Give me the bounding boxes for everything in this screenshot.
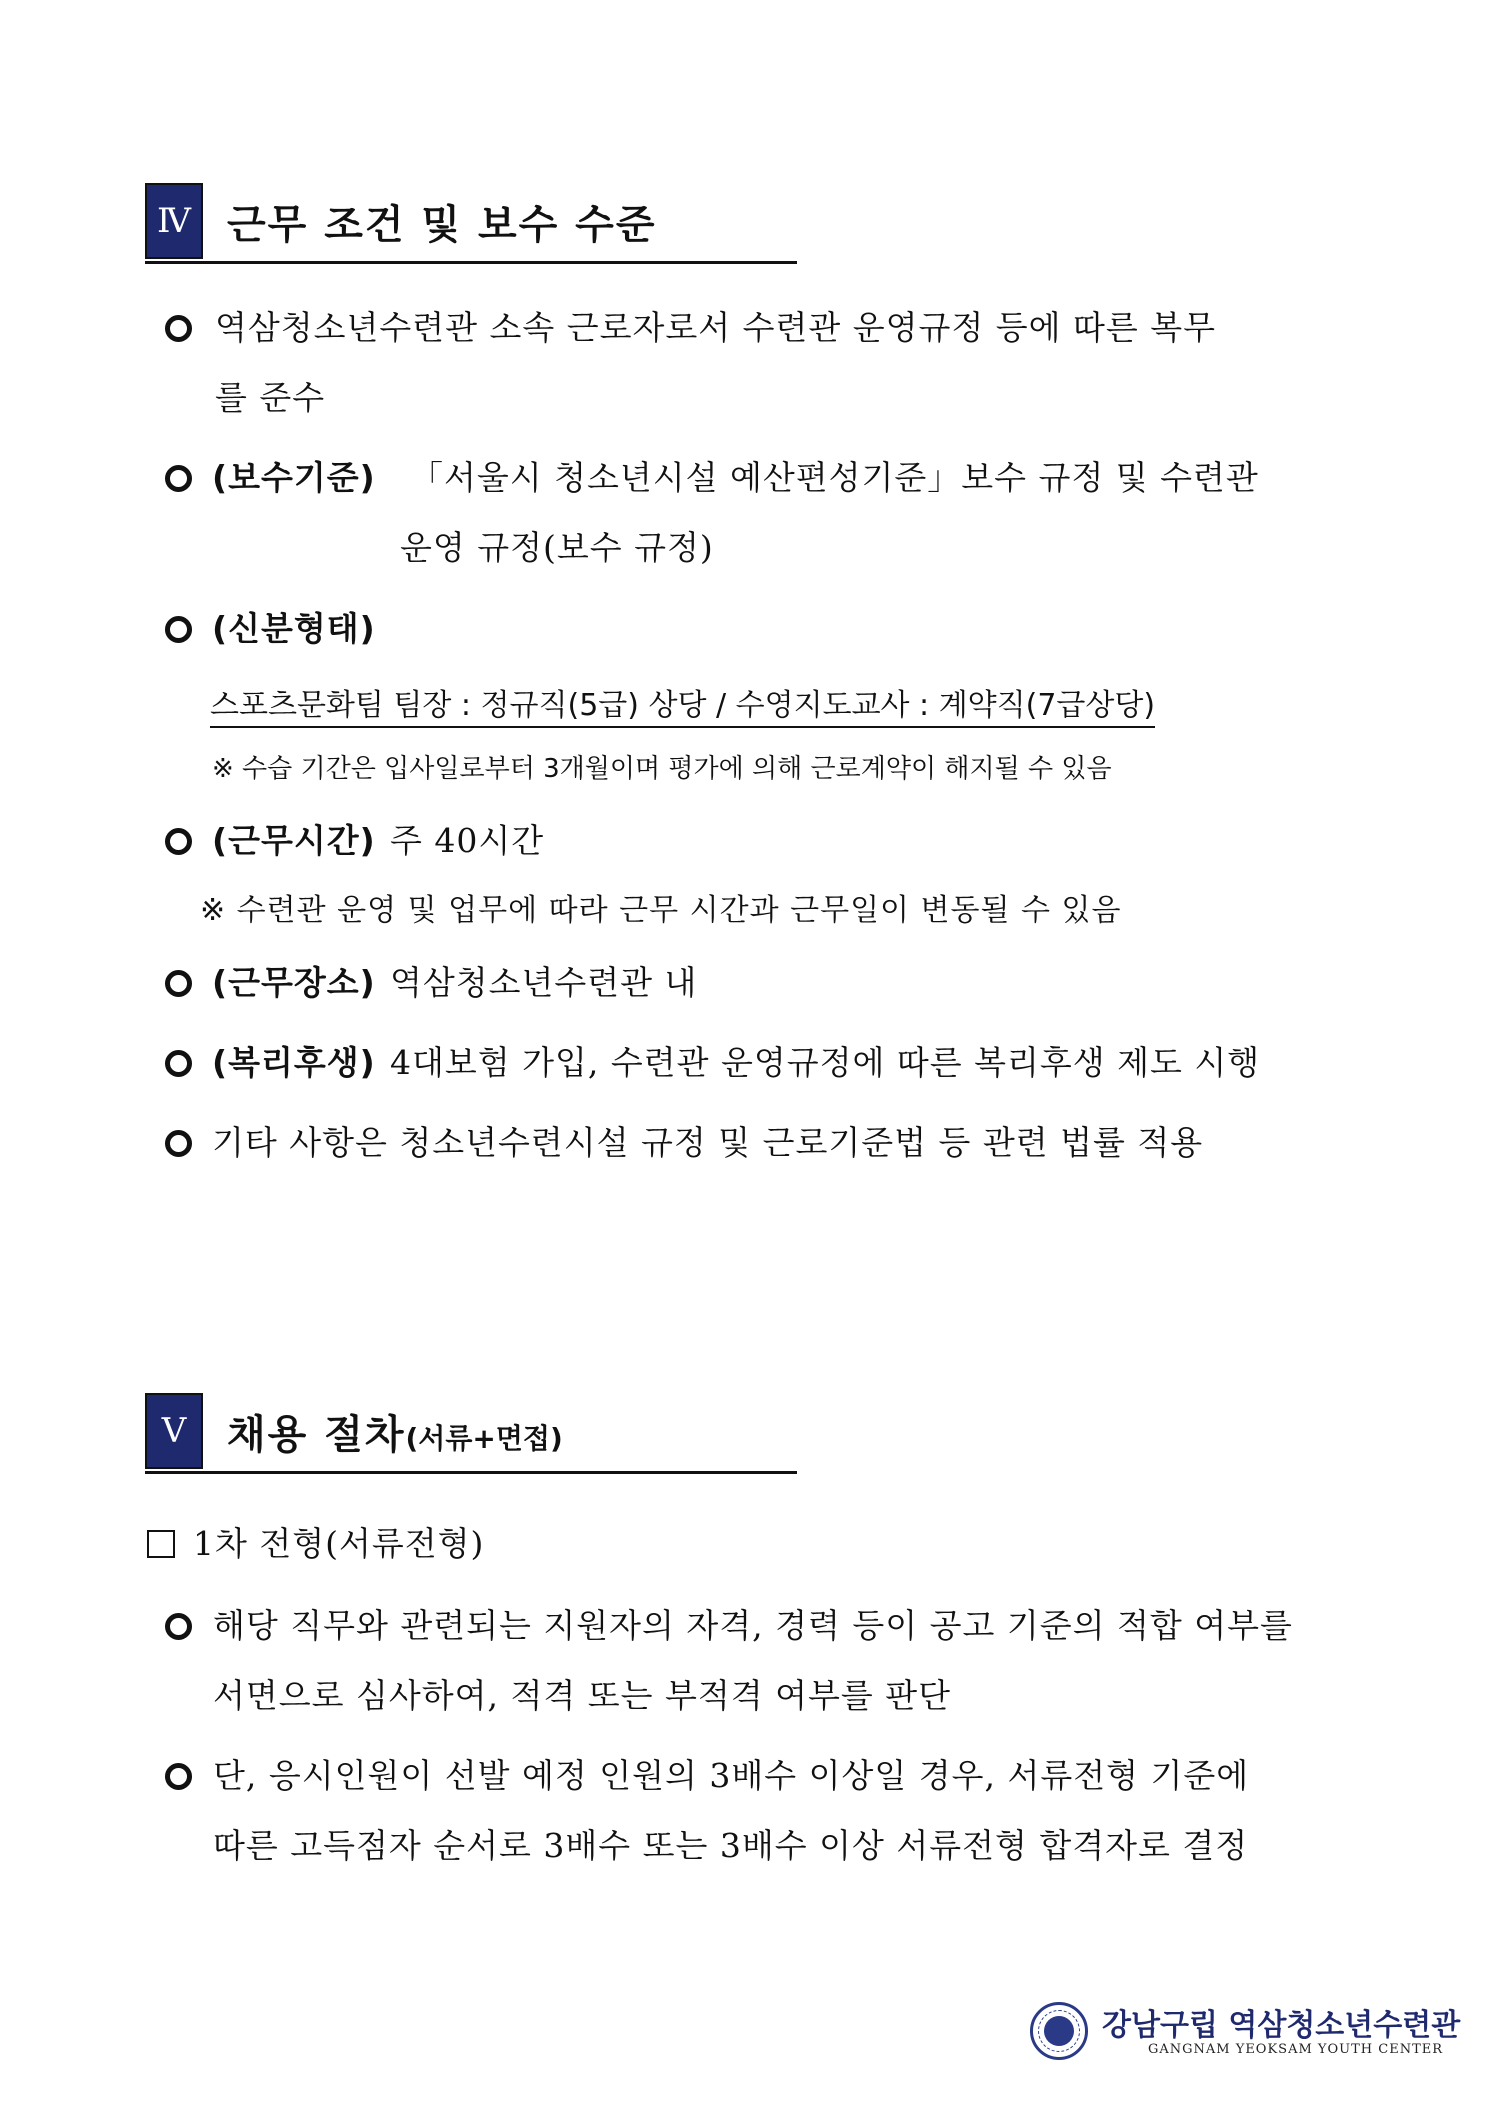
circle-bullet-icon (165, 1050, 192, 1077)
circle-bullet-icon (165, 970, 192, 997)
square-bullet-icon (147, 1530, 175, 1558)
screening-line-2: 서면으로 심사하여, 적격 또는 부적격 여부를 판단 (213, 1676, 951, 1715)
section-5-number: Ⅴ (145, 1393, 203, 1469)
pay-standard-label: (보수기준) (212, 458, 376, 497)
work-place-value: 역삼청소년수련관 내 (390, 963, 698, 1002)
section-5-title-sub: (서류+면접) (405, 1422, 563, 1455)
duty-line-1: 역삼청소년수련관 소속 근로자로서 수련관 운영규정 등에 따른 복무 (215, 308, 1217, 347)
work-hours-value: 주 40시간 (390, 821, 545, 860)
section-5-title: 채용 절차(서류+면접) (227, 1412, 563, 1458)
screening-rule-line-2: 따른 고득점자 순서로 3배수 또는 3배수 이상 서류전형 합격자로 결정 (213, 1826, 1249, 1865)
other-matters: 기타 사항은 청소년수련시설 규정 및 근로기준법 등 관련 법률 적용 (212, 1123, 1204, 1162)
work-place-label: (근무장소) (212, 963, 376, 1002)
work-hours-label: (근무시간) (212, 821, 376, 860)
footer-branding (1030, 2000, 1461, 2070)
section-4-heading (145, 183, 797, 264)
screening-rule-line-1: 단, 응시인원이 선발 예정 인원의 3배수 이상일 경우, 서류전형 기준에 (213, 1756, 1250, 1795)
circle-bullet-icon (165, 465, 192, 492)
circle-bullet-icon (165, 828, 192, 855)
pay-standard-line-1: 「서울시 청소년시설 예산편성기준」보수 규정 및 수련관 (410, 458, 1259, 497)
stage-1-title: 1차 전형(서류전형) (193, 1524, 485, 1563)
section-4-title: 근무 조건 및 보수 수준 (227, 202, 657, 248)
circle-bullet-icon (165, 1130, 192, 1157)
work-hours-note: ※ 수련관 운영 및 업무에 따라 근무 시간과 근무일이 변동될 수 있음 (200, 893, 1122, 928)
circle-bullet-icon (165, 1613, 192, 1640)
pay-standard-line-2: 운영 규정(보수 규정) (400, 528, 714, 567)
probation-note: ※ 수습 기간은 입사일로부터 3개월이며 평가에 의해 근로계약이 해지될 수 있음 (212, 754, 1112, 784)
circle-bullet-icon (165, 616, 192, 643)
screening-line-1: 해당 직무와 관련되는 지원자의 자격, 경력 등이 공고 기준의 적합 여부를 (213, 1606, 1293, 1645)
youth-center-logo-icon (1030, 2002, 1088, 2060)
duty-line-2: 를 준수 (215, 378, 326, 417)
section-4-number: Ⅳ (145, 183, 203, 259)
employment-type-label: (신분형태) (212, 609, 376, 648)
section-5-heading (145, 1393, 797, 1474)
welfare-value: 4대보험 가입, 수련관 운영규정에 따른 복리후생 제도 시행 (390, 1043, 1261, 1082)
employment-type-detail: 스포츠문화팀 팀장 : 정규직(5급) 상당 / 수영지도교사 : 계약직(7급상당) (210, 680, 1155, 728)
welfare-label: (복리후생) (212, 1043, 376, 1082)
footer-org-english: GANGNAM YEOKSAM YOUTH CENTER (1148, 2042, 1444, 2057)
circle-bullet-icon (165, 315, 192, 342)
footer-org-name: 강남구립 역삼청소년수련관 (1102, 2008, 1461, 2043)
circle-bullet-icon (165, 1763, 192, 1790)
